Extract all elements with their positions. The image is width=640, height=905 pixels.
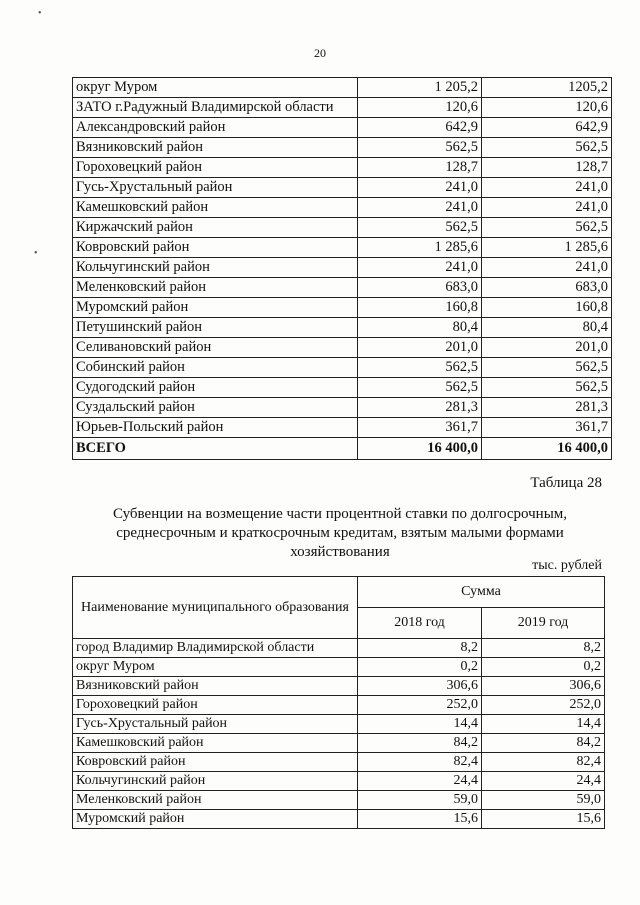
cell-municipality: Муромский район [73,298,358,318]
cell-value-1: 8,2 [358,639,482,658]
table-title [80,505,600,562]
table1-body [73,78,612,460]
table-row [73,378,612,398]
total-row [73,438,612,460]
cell-municipality: Суздальский район [73,398,358,418]
cell-value-2: 642,9 [482,118,612,138]
table-row [73,178,612,198]
table-row [73,218,612,238]
cell-value-2: 252,0 [482,696,605,715]
title-line: среднесрочным и краткосрочным кредитам, взятым малыми формами [116,525,564,541]
table-row [73,298,612,318]
cell-value-1: 241,0 [358,178,482,198]
cell-value-2: 0,2 [482,658,605,677]
cell-value-2: 361,7 [482,418,612,438]
table-row [73,78,612,98]
cell-value-2: 24,4 [482,772,605,791]
table-row [73,696,605,715]
cell-value-1: 241,0 [358,198,482,218]
table-row [73,791,605,810]
cell-value-1: 59,0 [358,791,482,810]
table-row [73,358,612,378]
total-value: 16 400,0 [482,438,612,460]
cell-municipality: Селивановский район [73,338,358,358]
cell-municipality: Муромский район [73,810,358,829]
table-row [73,118,612,138]
cell-value-1: 201,0 [358,338,482,358]
cell-municipality: Гусь-Хрустальный район [73,715,358,734]
table-row [73,338,612,358]
table-row [73,238,612,258]
cell-value-2: 1 285,6 [482,238,612,258]
cell-municipality: Гороховецкий район [73,158,358,178]
cell-municipality: Кольчугинский район [73,772,358,791]
cell-value-2: 14,4 [482,715,605,734]
cell-municipality: город Владимир Владимирской области [73,639,358,658]
cell-value-2: 84,2 [482,734,605,753]
cell-value-2: 15,6 [482,810,605,829]
cell-municipality: Александровский район [73,118,358,138]
cell-value-1: 562,5 [358,358,482,378]
table-row [73,753,605,772]
table-row [73,715,605,734]
table-row [73,198,612,218]
cell-municipality: Вязниковский район [73,677,358,696]
cell-value-1: 120,6 [358,98,482,118]
table-row [73,639,605,658]
cell-value-2: 241,0 [482,258,612,278]
cell-value-1: 562,5 [358,138,482,158]
cell-municipality: Меленковский район [73,791,358,810]
cell-value-2: 1205,2 [482,78,612,98]
cell-value-2: 8,2 [482,639,605,658]
scan-mark: • [38,8,42,19]
cell-value-1: 683,0 [358,278,482,298]
cell-value-2: 160,8 [482,298,612,318]
table-row [73,658,605,677]
table-row [73,98,612,118]
cell-municipality: Кольчугинский район [73,258,358,278]
cell-municipality: Ковровский район [73,753,358,772]
cell-value-1: 160,8 [358,298,482,318]
cell-value-1: 281,3 [358,398,482,418]
total-value: 16 400,0 [358,438,482,460]
allocation-table-continued [72,77,612,460]
cell-value-1: 128,7 [358,158,482,178]
cell-value-1: 80,4 [358,318,482,338]
cell-value-2: 201,0 [482,338,612,358]
page-number: 20 [314,46,326,60]
cell-value-2: 306,6 [482,677,605,696]
cell-value-1: 306,6 [358,677,482,696]
cell-municipality: Судогодский район [73,378,358,398]
cell-municipality: Вязниковский район [73,138,358,158]
table-row [73,398,612,418]
cell-value-1: 1 285,6 [358,238,482,258]
cell-municipality: Гороховецкий район [73,696,358,715]
cell-municipality: Собинский район [73,358,358,378]
cell-value-2: 562,5 [482,218,612,238]
cell-value-1: 15,6 [358,810,482,829]
total-label: ВСЕГО [73,438,358,460]
cell-value-1: 14,4 [358,715,482,734]
table-label: Таблица 28 [530,475,602,491]
cell-value-2: 281,3 [482,398,612,418]
cell-value-2: 120,6 [482,98,612,118]
cell-value-1: 84,2 [358,734,482,753]
cell-municipality: Петушинский район [73,318,358,338]
cell-municipality: Юрьев-Польский район [73,418,358,438]
table-row [73,278,612,298]
cell-value-2: 562,5 [482,378,612,398]
header-municipality: Наименование муниципального образования [73,577,358,639]
title-line: хозяйствования [290,544,390,560]
cell-value-2: 683,0 [482,278,612,298]
cell-value-2: 241,0 [482,198,612,218]
cell-municipality: Меленковский район [73,278,358,298]
cell-municipality: Киржачский район [73,218,358,238]
header-year-2018: 2018 год [358,608,482,639]
header-sum: Сумма [358,577,605,608]
cell-value-2: 241,0 [482,178,612,198]
title-line: Субвенции на возмещение части процентной ставки по долгосрочным, [112,506,568,522]
cell-value-1: 82,4 [358,753,482,772]
table-row [73,158,612,178]
cell-municipality: Гусь-Хрустальный район [73,178,358,198]
cell-value-2: 128,7 [482,158,612,178]
cell-value-2: 82,4 [482,753,605,772]
table2-body [73,639,605,829]
cell-value-2: 59,0 [482,791,605,810]
table-row [73,810,605,829]
cell-value-2: 562,5 [482,358,612,378]
table-row [73,418,612,438]
table-row [73,734,605,753]
table-row [73,258,612,278]
cell-value-1: 252,0 [358,696,482,715]
cell-value-2: 80,4 [482,318,612,338]
cell-value-1: 1 205,2 [358,78,482,98]
header-year-2019: 2019 год [482,608,605,639]
cell-municipality: округ Муром [73,78,358,98]
scan-mark: • [34,248,38,259]
cell-municipality: Камешковский район [73,198,358,218]
table-row [73,772,605,791]
cell-value-2: 562,5 [482,138,612,158]
cell-value-1: 642,9 [358,118,482,138]
table-row [73,677,605,696]
cell-municipality: округ Муром [73,658,358,677]
units-label: тыс. рублей [532,558,602,573]
cell-value-1: 562,5 [358,218,482,238]
cell-municipality: Камешковский район [73,734,358,753]
cell-value-1: 361,7 [358,418,482,438]
cell-value-1: 0,2 [358,658,482,677]
subsidy-table [72,576,605,829]
table-row [73,318,612,338]
cell-value-1: 24,4 [358,772,482,791]
cell-value-1: 241,0 [358,258,482,278]
cell-value-1: 562,5 [358,378,482,398]
cell-municipality: ЗАТО г.Радужный Владимирской области [73,98,358,118]
cell-municipality: Ковровский район [73,238,358,258]
table-row [73,138,612,158]
